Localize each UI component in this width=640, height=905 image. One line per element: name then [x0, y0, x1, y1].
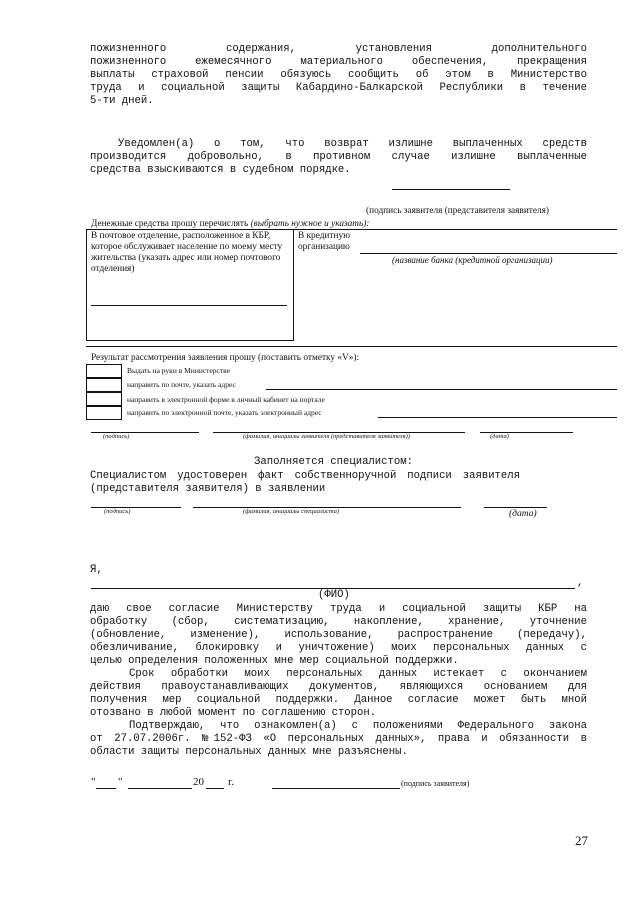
top-paragraph-line: труда и социальной защиты Кабардино-Балкарской Республики в течение — [90, 82, 587, 94]
consent-line: обработку (сбор, систематизацию, накопление, хранение, уточнение — [90, 616, 587, 628]
consent-comma: , — [577, 577, 584, 589]
consent-line: получения мер социальной поддержки. Данное согласие может быть мной — [90, 694, 587, 706]
result-option-email: направить по электронной почте, указать электронный адрес — [127, 408, 322, 417]
top-paragraph-line: выплаты страховой пенсии обязуюсь сообщить об этом в Министерство — [90, 69, 587, 81]
final-signature-line[interactable] — [272, 788, 400, 789]
consent-paragraph-3 — [90, 720, 587, 759]
result-checkbox-post[interactable] — [86, 378, 122, 392]
consent-line: области защиты персональных данных мне разъяснены. — [90, 746, 408, 758]
consent-line: целью определения положенных мне мер социальной поддержки. — [90, 655, 459, 667]
sig1-date-label: (дата) — [490, 433, 509, 440]
sig2-date-label: (дата) — [509, 509, 537, 519]
result-heading: Результат рассмотрения заявления прошу (поставить отметку «V»): — [91, 353, 360, 363]
date-quote-close: " — [118, 776, 123, 788]
money-table — [86, 229, 617, 341]
page-number: 27 — [575, 833, 588, 848]
final-signature-label: (подпись заявителя) — [401, 779, 470, 788]
post-address-entry-line[interactable] — [266, 389, 617, 390]
result-option-portal: направить в электронной форме в личный кабинет на портале — [127, 395, 325, 404]
consent-line: даю свое согласие Министерству труда и социальной защиты КБР на — [90, 603, 587, 615]
result-checkbox-ministry[interactable] — [86, 364, 122, 378]
notice-paragraph — [90, 138, 587, 177]
date-year-line[interactable] — [206, 788, 224, 789]
notice-line: Уведомлен(а) о том, что возврат излишне выплаченных средств — [118, 138, 587, 150]
consent-line: от 27.07.2006г. №152-ФЗ «О персональных данных», права и обязанности в — [90, 733, 587, 745]
notice-line: производится добровольно, в противном случае излишне выплаченные — [90, 151, 587, 163]
consent-line: действия правоустанавливающих документов, являющихся основанием для — [90, 681, 587, 693]
result-separator — [86, 346, 617, 347]
fio-label: (ФИО) — [318, 589, 350, 601]
bank-name-label: (название банка (кредитной организации) — [392, 255, 553, 265]
top-paragraph-line: пожизненного содержания, установления дополнительного — [90, 43, 587, 55]
specialist-date-line[interactable] — [484, 507, 547, 508]
top-paragraph-line: пожизненного ежемесячного материального обеспечения, прекращения — [90, 56, 587, 68]
result-checkbox-portal[interactable] — [86, 392, 122, 406]
email-entry-line[interactable] — [378, 417, 617, 418]
sig1-signature-label: (подпись) — [103, 433, 130, 440]
consent-line: Срок обработки моих персональных данных истекает с окончанием — [129, 668, 587, 680]
specialist-text: Специалистом удостоверен факт собственноручной подписи заявителя — [90, 470, 520, 482]
result-option-post: направить по почте, указать адрес — [127, 380, 236, 389]
money-heading-hint: (выбрать нужное и указать): — [250, 219, 370, 229]
consent-ya: Я, — [90, 564, 103, 576]
date-day-line[interactable] — [96, 788, 116, 789]
date-year-suffix: г. — [228, 776, 235, 788]
result-option-ministry: Выдать на руки в Министерстве — [127, 366, 230, 375]
date-month-line[interactable] — [128, 788, 192, 789]
date-year-prefix: 20 — [193, 776, 204, 788]
specialist-line-1 — [90, 470, 520, 496]
notice-line: средства взыскиваются в судебном порядке. — [90, 164, 351, 176]
money-left-cell[interactable] — [86, 230, 294, 341]
post-office-text: В почтовое отделение, расположенное в КБР, которое обслуживает население по моему месту жительства (указать адрес или номер почтового отделения) — [91, 231, 283, 274]
consent-paragraph-1 — [90, 603, 587, 668]
consent-line: отозвано в любой момент по соглашению сторон. — [90, 707, 377, 719]
sig1-name-label: (фамилия, инициалы заявителя (представителя заявителя)) — [243, 433, 410, 440]
sig2-name-label: (фамилия, инициалы специалиста) — [243, 508, 340, 515]
bank-cell-line1: В кредитную — [298, 231, 351, 241]
consent-line: обезличивание, блокировку и уничтожение) моих персональных данных с — [90, 642, 587, 654]
date-quote-open: " — [91, 776, 96, 788]
bank-cell-line2: организацию — [298, 242, 350, 252]
post-office-entry-line[interactable] — [91, 305, 287, 306]
top-paragraph-line: 5-ти дней. — [90, 95, 154, 107]
specialist-title: Заполняется специалистом: — [254, 456, 413, 468]
consent-paragraph-2 — [90, 668, 587, 720]
result-checkbox-email[interactable] — [86, 406, 122, 420]
applicant-signature-label: (подпись заявителя (представителя заявителя) — [366, 206, 550, 216]
top-paragraph — [90, 43, 587, 108]
consent-line: Подтверждаю, что ознакомлен(а) с положениями Федерального закона — [129, 720, 587, 732]
money-heading-text: Денежные средства прошу перечислять — [91, 219, 249, 229]
bank-name-entry-line[interactable] — [360, 253, 617, 254]
applicant-signature-line[interactable] — [392, 189, 510, 190]
specialist-text: (представителя заявителя) в заявлении — [90, 483, 326, 495]
sig2-signature-label: (подпись) — [104, 508, 131, 515]
consent-line: (обновление, изменение), использование, распространение (передачу), — [90, 629, 587, 641]
